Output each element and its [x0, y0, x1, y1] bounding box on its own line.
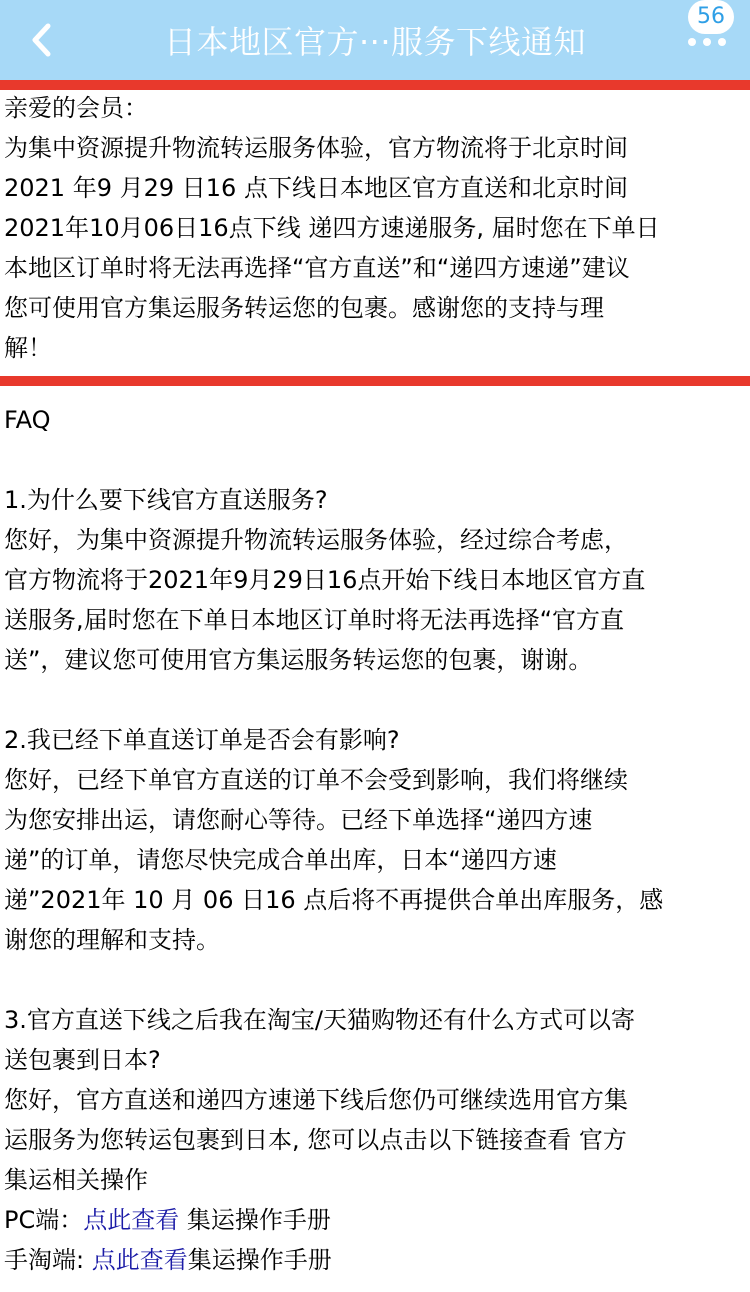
faq-answer-line: 您好，官方直送和递四方速递下线后您仍可继续选用官方集: [4, 1086, 628, 1114]
faq-answer-line: 送”，建议您可使用官方集运服务转运您的包裹，谢谢。: [4, 646, 593, 674]
faq-answer-line: 运服务为您转运包裹到日本, 您可以点击以下链接查看 官方: [4, 1126, 627, 1154]
pc-link-row: [4, 1200, 746, 1240]
faq-section: [4, 400, 746, 1280]
pc-manual-text: 集运操作手册: [179, 1206, 331, 1234]
faq-answer-line: 为您安排出运，请您耐心等待。已经下单选择“递四方速: [4, 806, 593, 834]
nav-bar: [0, 0, 750, 80]
faq-answer-line: 集运相关操作: [4, 1166, 148, 1194]
page-title: 日本地区官方···服务下线通知: [163, 23, 587, 61]
faq-question: 3.官方直送下线之后我在淘宝/天猫购物还有什么方式可以寄: [4, 1006, 635, 1034]
faq-answer-line: 递”2021年 10 月 06 日16 点后将不再提供合单出库服务，感: [4, 886, 664, 914]
faq-answer-line: 递”的订单，请您尽快完成合单出库，日本“递四方速: [4, 846, 557, 874]
faq-answer-line: 送服务,届时您在下单日本地区订单时将无法再选择“官方直: [4, 606, 625, 634]
pc-view-link[interactable]: 点此查看: [83, 1206, 180, 1234]
notice-body: [4, 88, 746, 368]
notice-line: 本地区订单时将无法再选择“官方直送”和“递四方速递”建议: [4, 254, 630, 282]
faq-answer-line: 官方物流将于2021年9月29日16点开始下线日本地区官方直: [4, 566, 646, 594]
mobile-label: 手淘端:: [4, 1246, 92, 1274]
notice-line: 2021 年9 月29 日16 点下线日本地区官方直送和北京时间: [4, 174, 628, 202]
more-dots-icon: [688, 38, 728, 48]
bottom-divider: [0, 376, 750, 386]
faq-answer-line: 您好，为集中资源提升物流转运服务体验，经过综合考虑，: [4, 526, 628, 554]
faq-question: 送包裹到日本?: [4, 1046, 161, 1074]
notification-badge: 56: [688, 0, 734, 34]
faq-heading: FAQ: [4, 406, 51, 434]
mobile-manual-text: 集运操作手册: [187, 1246, 332, 1274]
notice-line: 为集中资源提升物流转运服务体验，官方物流将于北京时间: [4, 134, 628, 162]
mobile-view-link[interactable]: 点此查看: [91, 1246, 188, 1274]
notice-line: 2021年10月06日16点下线 递四方速递服务, 届时您在下单日: [4, 214, 660, 242]
faq-answer-line: 谢您的理解和支持。: [4, 926, 220, 954]
faq-question: 2.我已经下单直送订单是否会有影响?: [4, 726, 400, 754]
mobile-link-row: [4, 1240, 746, 1280]
faq-answer-line: 您好，已经下单官方直送的订单不会受到影响，我们将继续: [4, 766, 628, 794]
notice-line: 解！: [4, 334, 52, 362]
notice-line: 亲爱的会员：: [4, 94, 148, 122]
notice-line: 您可使用官方集运服务转运您的包裹。感谢您的支持与理: [4, 294, 604, 322]
faq-question: 1.为什么要下线官方直送服务?: [4, 486, 328, 514]
pc-label: PC端：: [4, 1206, 84, 1234]
